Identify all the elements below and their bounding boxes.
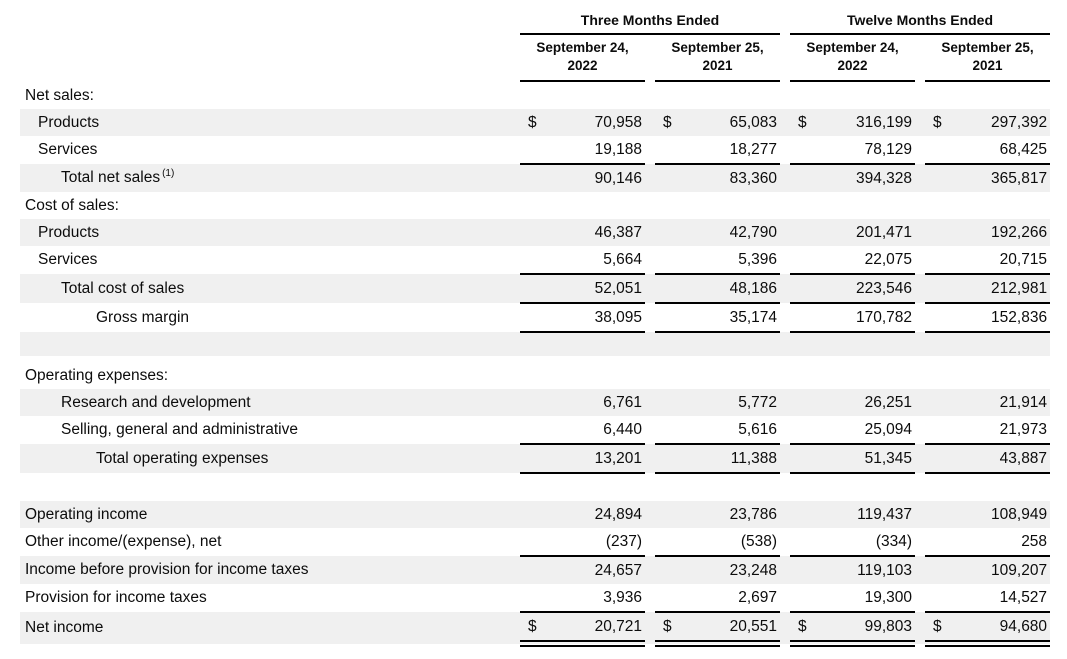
footnote-marker: (1)	[162, 167, 175, 179]
column-gap	[915, 274, 925, 303]
dollar-cell-empty	[520, 246, 548, 274]
value-cell: 23,786	[683, 501, 780, 528]
value-cell: (237)	[548, 528, 645, 556]
dollar-cell-empty	[790, 584, 818, 612]
value-cell: 65,083	[683, 109, 780, 136]
value-cell: 5,396	[683, 246, 780, 274]
column-gap	[915, 528, 925, 556]
value-cell: 43,887	[953, 444, 1050, 473]
value-cell: 212,981	[953, 274, 1050, 303]
value-cell: 21,973	[953, 416, 1050, 444]
row-gross-margin	[20, 303, 1050, 332]
row-label: Services	[38, 141, 98, 158]
column-gap	[780, 584, 790, 612]
value-cell: 38,095	[548, 303, 645, 332]
row-net-income	[20, 612, 1050, 644]
value-cell: 13,201	[548, 444, 645, 473]
dollar-cell-empty	[655, 444, 683, 473]
row-income-before-taxes	[20, 556, 1050, 584]
column-gap	[645, 136, 655, 164]
dollar-sign: $	[925, 612, 953, 644]
dollar-cell-empty	[655, 136, 683, 164]
row-label: Operating income	[20, 501, 520, 528]
value-cell: 5,664	[548, 246, 645, 274]
column-group-gap	[780, 34, 790, 81]
column-gap	[915, 389, 925, 416]
section-operating-expenses	[20, 362, 1050, 389]
dollar-sign: $	[520, 109, 548, 136]
section-label: Net sales:	[25, 86, 94, 104]
value-cell: 35,174	[683, 303, 780, 332]
row-label	[20, 164, 520, 192]
dollar-cell-empty	[925, 303, 953, 332]
row-research-and-development	[20, 389, 1050, 416]
dollar-cell-empty	[925, 274, 953, 303]
value-cell: 316,199	[818, 109, 915, 136]
value-cell: 23,248	[683, 556, 780, 584]
value-cell: 5,616	[683, 416, 780, 444]
column-gap	[645, 164, 655, 192]
column-gap	[780, 556, 790, 584]
dollar-cell-empty	[790, 556, 818, 584]
column-header-3m-2022: September 24, 2022	[520, 34, 645, 81]
column-gap	[780, 109, 790, 136]
row-net-sales-products	[20, 109, 1050, 136]
column-gap	[780, 389, 790, 416]
value-cell: 119,103	[818, 556, 915, 584]
dollar-cell-empty	[925, 219, 953, 246]
row-selling-general-administrative	[20, 416, 1050, 444]
dollar-cell-empty	[925, 584, 953, 612]
column-gap	[645, 109, 655, 136]
dollar-cell-empty	[790, 246, 818, 274]
section-label: Operating expenses:	[25, 366, 169, 384]
value-cell: (334)	[818, 528, 915, 556]
row-label: Total operating expenses	[20, 444, 520, 473]
dollar-cell-empty	[925, 389, 953, 416]
row-label: Research and development	[20, 389, 520, 416]
value-cell: 6,761	[548, 389, 645, 416]
section-net-sales	[20, 81, 1050, 109]
value-cell: 258	[953, 528, 1050, 556]
row-label: Total cost of sales	[20, 274, 520, 303]
column-gap	[645, 389, 655, 416]
value-cell: 21,914	[953, 389, 1050, 416]
dollar-cell-empty	[925, 246, 953, 274]
value-cell: 223,546	[818, 274, 915, 303]
value-cell: 20,715	[953, 246, 1050, 274]
row-cost-services	[20, 246, 1050, 274]
value-cell: 119,437	[818, 501, 915, 528]
dollar-cell-empty	[520, 501, 548, 528]
dollar-cell-empty	[790, 274, 818, 303]
value-cell: 94,680	[953, 612, 1050, 644]
row-total-net-sales	[20, 164, 1050, 192]
value-cell: 70,958	[548, 109, 645, 136]
dollar-sign: $	[925, 109, 953, 136]
dollar-cell-empty	[790, 501, 818, 528]
dollar-cell-empty	[520, 164, 548, 192]
dollar-cell-empty	[655, 528, 683, 556]
column-gap	[645, 274, 655, 303]
value-cell: 51,345	[818, 444, 915, 473]
value-cell: (538)	[683, 528, 780, 556]
value-cell: 3,936	[548, 584, 645, 612]
dollar-cell-empty	[655, 556, 683, 584]
column-gap	[915, 246, 925, 274]
dollar-cell-empty	[925, 164, 953, 192]
dollar-cell-empty	[520, 219, 548, 246]
column-gap	[780, 501, 790, 528]
column-gap	[645, 219, 655, 246]
column-header-12m-2022: September 24, 2022	[790, 34, 915, 81]
value-cell: 52,051	[548, 274, 645, 303]
dollar-cell-empty	[520, 444, 548, 473]
row-provision-for-income-taxes	[20, 584, 1050, 612]
dollar-cell-empty	[925, 416, 953, 444]
dollar-cell-empty	[655, 416, 683, 444]
value-cell: 24,657	[548, 556, 645, 584]
value-cell: 26,251	[818, 389, 915, 416]
dollar-cell-empty	[520, 274, 548, 303]
row-label: Income before provision for income taxes	[20, 556, 520, 584]
dollar-cell-empty	[655, 584, 683, 612]
column-gap	[780, 416, 790, 444]
value-cell: 83,360	[683, 164, 780, 192]
dollar-cell-empty	[655, 501, 683, 528]
row-net-sales-services	[20, 136, 1050, 164]
dollar-cell-empty	[925, 501, 953, 528]
dollar-cell-empty	[790, 444, 818, 473]
column-gap	[780, 444, 790, 473]
value-cell: 5,772	[683, 389, 780, 416]
row-label: Selling, general and administrative	[61, 421, 298, 438]
value-cell: 99,803	[818, 612, 915, 644]
column-gap	[645, 444, 655, 473]
dollar-sign: $	[790, 612, 818, 644]
dollar-cell-empty	[790, 164, 818, 192]
value-cell: 14,527	[953, 584, 1050, 612]
value-cell: 20,551	[683, 612, 780, 644]
value-cell: 48,186	[683, 274, 780, 303]
dollar-sign: $	[790, 109, 818, 136]
value-cell: 68,425	[953, 136, 1050, 164]
column-gap	[915, 303, 925, 332]
dollar-cell-empty	[520, 528, 548, 556]
value-cell: 24,894	[548, 501, 645, 528]
column-gap	[915, 136, 925, 164]
row-label: Other income/(expense), net	[25, 533, 222, 550]
header-spacer	[20, 34, 520, 81]
dollar-cell-empty	[925, 556, 953, 584]
value-cell: 109,207	[953, 556, 1050, 584]
column-gap	[645, 556, 655, 584]
dollar-cell-empty	[520, 136, 548, 164]
header-date-columns	[20, 34, 1050, 81]
spacer-row-white	[20, 473, 1050, 501]
column-gap	[915, 164, 925, 192]
value-cell: 78,129	[818, 136, 915, 164]
column-gap	[780, 528, 790, 556]
dollar-cell-empty	[520, 584, 548, 612]
row-label: Gross margin	[96, 308, 190, 326]
value-cell: 2,697	[683, 584, 780, 612]
value-cell: 6,440	[548, 416, 645, 444]
dollar-cell-empty	[655, 164, 683, 192]
header-spacer	[20, 6, 520, 34]
dollar-cell-empty	[655, 274, 683, 303]
column-gap	[780, 612, 790, 644]
value-cell: 108,949	[953, 501, 1050, 528]
column-gap	[915, 612, 925, 644]
column-gap	[780, 219, 790, 246]
value-cell: 152,836	[953, 303, 1050, 332]
value-cell: 19,300	[818, 584, 915, 612]
row-other-income-expense	[20, 528, 1050, 556]
dollar-cell-empty	[790, 219, 818, 246]
value-cell: 25,094	[818, 416, 915, 444]
column-gap	[645, 416, 655, 444]
column-gap	[780, 303, 790, 332]
dollar-cell-empty	[790, 136, 818, 164]
column-gap	[915, 109, 925, 136]
column-gap	[780, 164, 790, 192]
dollar-sign: $	[520, 612, 548, 644]
spacer-row-shaded	[20, 332, 1050, 356]
dollar-cell-empty	[790, 528, 818, 556]
dollar-cell-empty	[925, 444, 953, 473]
column-header-3m-2021: September 25, 2021	[655, 34, 780, 81]
row-label: Products	[20, 109, 520, 136]
dollar-cell-empty	[790, 416, 818, 444]
dollar-sign: $	[655, 612, 683, 644]
row-label: Provision for income taxes	[25, 589, 207, 606]
dollar-cell-empty	[790, 389, 818, 416]
value-cell: 192,266	[953, 219, 1050, 246]
column-gap	[645, 584, 655, 612]
column-gap	[915, 34, 925, 81]
column-gap	[645, 612, 655, 644]
spacer	[20, 473, 1050, 501]
column-gap	[780, 274, 790, 303]
dollar-cell-empty	[655, 389, 683, 416]
column-group-twelve-months: Twelve Months Ended	[790, 6, 1050, 34]
column-gap	[645, 246, 655, 274]
column-gap	[915, 501, 925, 528]
value-cell: 170,782	[818, 303, 915, 332]
dollar-cell-empty	[925, 136, 953, 164]
header-period-groups	[20, 6, 1050, 34]
row-label: Services	[38, 251, 98, 268]
section-cost-of-sales	[20, 192, 1050, 219]
row-label: Net income	[20, 612, 520, 644]
column-gap	[645, 303, 655, 332]
value-cell: 90,146	[548, 164, 645, 192]
income-statement-table	[20, 6, 1050, 647]
dollar-cell-empty	[520, 556, 548, 584]
row-label: Products	[20, 219, 520, 246]
section-label: Cost of sales:	[25, 196, 119, 214]
column-gap	[915, 416, 925, 444]
column-gap	[645, 34, 655, 81]
dollar-cell-empty	[790, 303, 818, 332]
row-label-text: Total net sales	[61, 169, 161, 186]
column-gap	[915, 556, 925, 584]
value-cell: 20,721	[548, 612, 645, 644]
column-gap	[780, 246, 790, 274]
dollar-cell-empty	[520, 303, 548, 332]
dollar-cell-empty	[925, 528, 953, 556]
column-header-12m-2021: September 25, 2021	[925, 34, 1050, 81]
value-cell: 394,328	[818, 164, 915, 192]
spacer	[20, 332, 1050, 356]
dollar-cell-empty	[655, 219, 683, 246]
value-cell: 42,790	[683, 219, 780, 246]
column-group-gap	[780, 6, 790, 34]
value-cell: 22,075	[818, 246, 915, 274]
row-cost-products	[20, 219, 1050, 246]
value-cell: 18,277	[683, 136, 780, 164]
value-cell: 19,188	[548, 136, 645, 164]
value-cell: 201,471	[818, 219, 915, 246]
row-total-operating-expenses	[20, 444, 1050, 473]
value-cell: 11,388	[683, 444, 780, 473]
dollar-cell-empty	[520, 416, 548, 444]
column-gap	[780, 136, 790, 164]
dollar-cell-empty	[655, 303, 683, 332]
column-gap	[645, 528, 655, 556]
column-group-three-months: Three Months Ended	[520, 6, 780, 34]
column-gap	[645, 501, 655, 528]
value-cell: 365,817	[953, 164, 1050, 192]
value-cell: 297,392	[953, 109, 1050, 136]
row-total-cost-of-sales	[20, 274, 1050, 303]
dollar-sign: $	[655, 109, 683, 136]
row-operating-income	[20, 501, 1050, 528]
value-cell: 46,387	[548, 219, 645, 246]
dollar-cell-empty	[520, 389, 548, 416]
column-gap	[915, 584, 925, 612]
column-gap	[915, 219, 925, 246]
dollar-cell-empty	[655, 246, 683, 274]
column-gap	[915, 444, 925, 473]
